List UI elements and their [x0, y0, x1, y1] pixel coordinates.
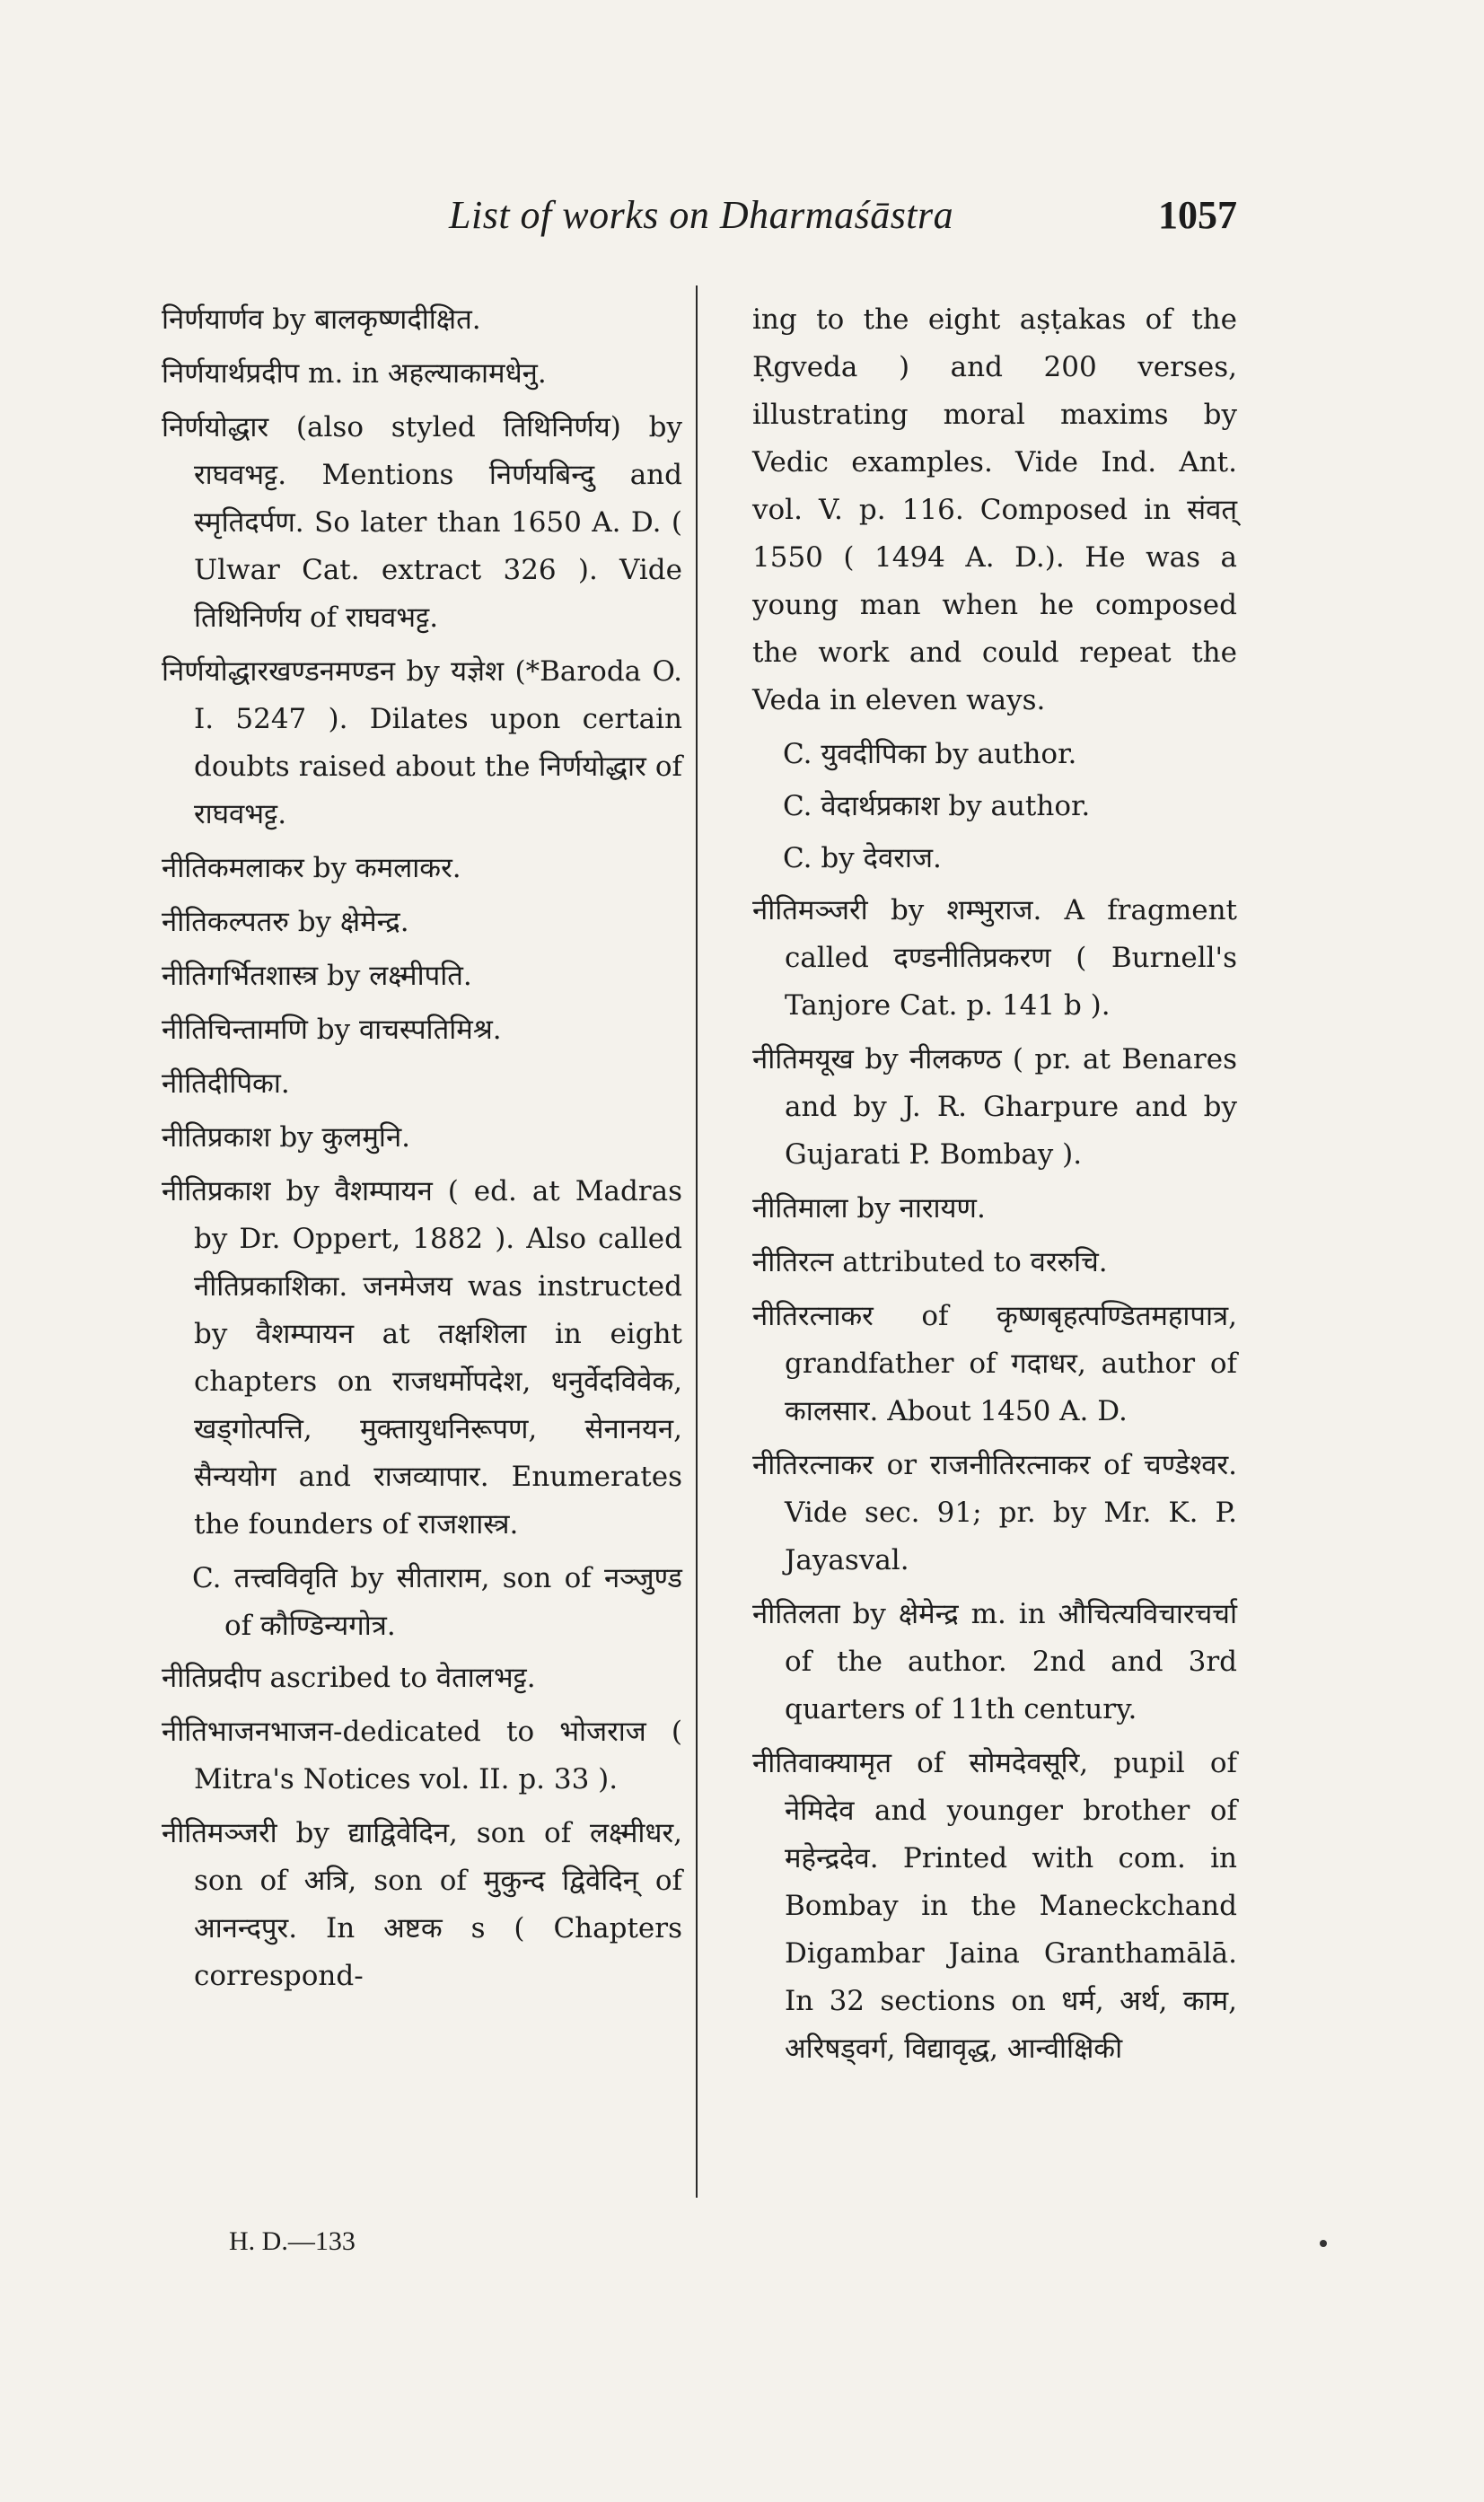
page-header	[0, 192, 1484, 246]
bibliography-entry: नीतिगर्भितशास्त्र by लक्ष्मीपति.	[162, 960, 472, 992]
bibliography-entry: नीतिप्रकाश by वैशम्पायन ( ed. at Madras by Dr. Oppert, 1882 ). Also called नीतिप्रकाशिका. जनमेजय was instructed by वैशम्पायन at तक्षशिला in eight chapters on राजधर्मोपदेश, धनुर्वेदविवेक, खड्गोत्पत्ति, मुक्तायुधनिरूपण, सेनानयन, सैन्ययोग and राजव्यापार. Enumerates the founders of राजशास्त्र.	[162, 1175, 682, 1541]
bibliography-entry: निर्णयार्थप्रदीप m. in अहल्याकामधेनु.	[162, 357, 547, 390]
left-column	[162, 296, 682, 2006]
bibliography-entry: नीतिप्रकाश by कुलमुनि.	[162, 1121, 411, 1154]
bibliography-entry: नीतिमयूख by नीलकण्ठ ( pr. at Benares and by J. R. Gharpure and by Gujarati P. Bombay ).	[752, 1043, 1237, 1171]
signature-mark: H. D.—133	[229, 2226, 356, 2256]
page-number: 1057	[1158, 193, 1237, 237]
bibliography-entry: नीतिरत्न attributed to वररुचि.	[752, 1246, 1108, 1278]
bibliography-entry: नीतिमञ्जरी by शम्भुराज. A fragment called दण्डनीतिप्रकरण ( Burnell's Tanjore Cat. p. 141 b ).	[752, 894, 1237, 1022]
running-title: List of works on Dharmaśāstra	[449, 193, 954, 237]
commentary-entry: C. वेदार्थप्रकाश by author.	[783, 790, 1091, 822]
bibliography-entry: निर्णयोद्धारखण्डनमण्डन by यज्ञेश (*Baroda O. I. 5247 ). Dilates upon certain doubts raised about the निर्णयोद्धार of राघवभट्ट.	[162, 655, 682, 830]
commentary-entry: C. by देवराज.	[783, 842, 942, 874]
bibliography-entry: निर्णयोद्धार (also styled तिथिनिर्णय) by राघवभट्ट. Mentions निर्णयबिन्दु and स्मृतिदर्पण. So later than 1650 A. D. ( Ulwar Cat. extract 326 ). Vide तिथिनिर्णय of राघवभट्ट.	[162, 411, 682, 634]
bibliography-entry: नीतिकमलाकर by कमलाकर.	[162, 852, 461, 884]
bibliography-entry: नीतिदीपिका.	[162, 1067, 290, 1100]
right-column	[752, 296, 1237, 2079]
bibliography-entry: नीतिभाजनभाजन-dedicated to भोजराज ( Mitra's Notices vol. II. p. 33 ).	[162, 1716, 682, 1795]
column-divider	[696, 285, 698, 2198]
bibliography-entry: निर्णयार्णव by बालकृष्णदीक्षित.	[162, 303, 481, 336]
print-speck	[1320, 2240, 1327, 2247]
bibliography-entry: नीतिमञ्जरी by द्याद्विवेदिन, son of लक्ष्मीधर, son of अत्रि, son of मुकुन्द द्विवेदिन् of आनन्दपुर. In अष्टक s ( Chapters correspond-	[162, 1817, 682, 1992]
bibliography-entry: नीतिरत्नाकर or राजनीतिरत्नाकर of चण्डेश्वर. Vide sec. 91; pr. by Mr. K. P. Jayasval.	[752, 1449, 1237, 1576]
bibliography-entry: नीतिरत्नाकर of कृष्णबृहत्पण्डितमहापात्र, grandfather of गदाधर, author of कालसार. About 1450 A. D.	[752, 1300, 1237, 1427]
commentary-entry: C. तत्त्वविवृति by सीताराम, son of नञ्जुण्ड of कौण्डिन्यगोत्र.	[192, 1562, 682, 1642]
bibliography-entry: नीतिमाला by नारायण.	[752, 1192, 986, 1225]
bibliography-entry: नीतिकल्पतरु by क्षेमेन्द्र.	[162, 906, 409, 938]
bibliography-entry: ing to the eight aṣṭakas of the Ṛgveda ) and 200 verses, illustrating moral maxims by Vedic examples. Vide Ind. Ant. vol. V. p. 116. Composed in संवत् 1550 ( 1494 A. D.). He was a young man when he composed the work and could repeat the Veda in eleven ways.	[752, 303, 1237, 716]
bibliography-entry: नीतिलता by क्षेमेन्द्र m. in औचित्यविचारचर्चा of the author. 2nd and 3rd quarters of 11th century.	[752, 1598, 1237, 1725]
commentary-entry: C. युवदीपिका by author.	[783, 738, 1077, 770]
bibliography-entry: नीतिप्रदीप ascribed to वेतालभट्ट.	[162, 1662, 536, 1694]
bibliography-entry: नीतिवाक्यामृत of सोमदेवसूरि, pupil of नेमिदेव and younger brother of महेन्द्रदेव. Printed with com. in Bombay in the Maneckchand Digambar Jaina Granthamālā. In 32 sections on धर्म, अर्थ, काम, अरिषड्वर्ग, विद्यावृद्ध, आन्वीक्षिकी	[752, 1747, 1237, 2065]
bibliography-entry: नीतिचिन्तामणि by वाचस्पतिमिश्र.	[162, 1014, 502, 1046]
